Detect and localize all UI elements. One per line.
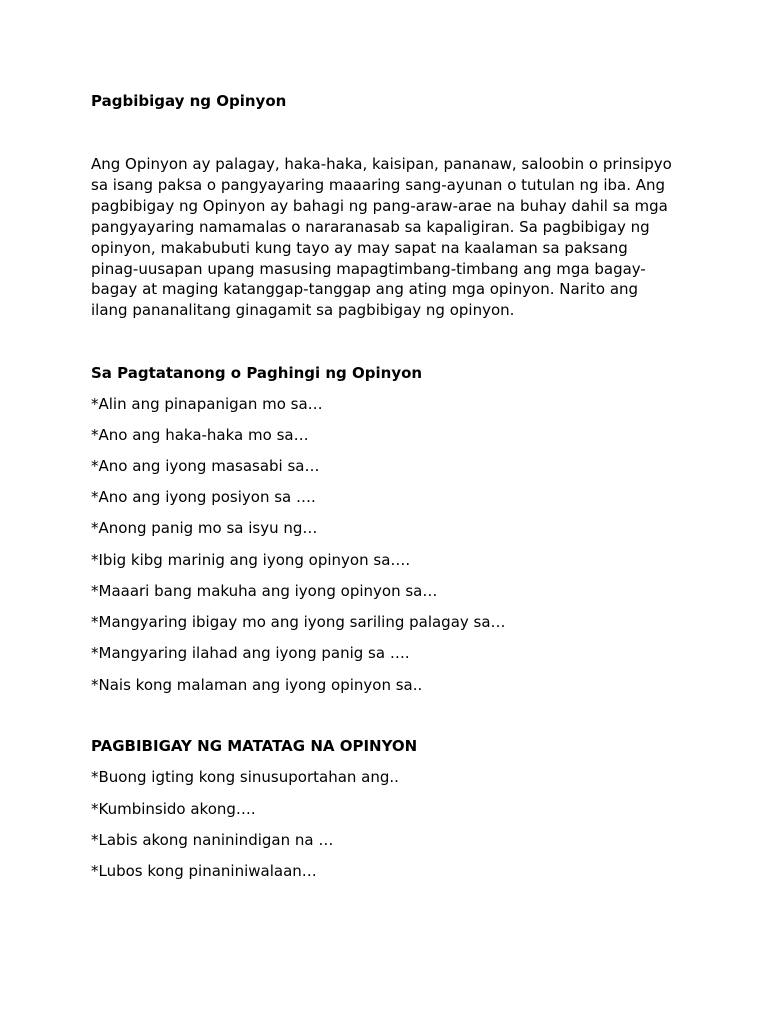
list-item: *Mangyaring ibigay mo ang iyong sariling palagay sa…: [91, 613, 506, 631]
intro-paragraph: Ang Opinyon ay palagay, haka-haka, kaisipan, pananaw, saloobin o prinsipyo sa isang paksa o pangyayaring maaaring sang-ayunan o tutulan ng iba. Ang pagbibigay ng Opinyon ay bahagi ng pang-araw-arae na buhay dahil sa mga pangyayaring namamalas o nararanasab sa kapaligiran. Sa pagbibigay ng opinyon, makabubuti kung tayo ay may sapat na kaalaman sa paksang pinag-uusapan upang masusing mapagtimbang-timbang ang mga bagay- bagay at maging katanggap-tanggap ang ating mga opinyon. Narito ang ilang pananalitang ginagamit sa pagbibigay ng opinyon.: [91, 155, 672, 320]
list-item: *Buong igting kong sinusuportahan ang..: [91, 768, 399, 786]
list-item: *Maaari bang makuha ang iyong opinyon sa…: [91, 582, 438, 600]
list-item: *Nais kong malaman ang iyong opinyon sa..: [91, 676, 423, 694]
list-item: *Mangyaring ilahad ang iyong panig sa ….: [91, 644, 410, 662]
list-item: *Ano ang iyong masasabi sa…: [91, 457, 320, 475]
list-item: *Kumbinsido akong….: [91, 800, 256, 818]
list-item: *Ano ang haka-haka mo sa…: [91, 426, 309, 444]
document-title: Pagbibigay ng Opinyon: [91, 92, 287, 110]
list-item: *Labis akong naninindigan na …: [91, 831, 334, 849]
list-item: *Ibig kibg marinig ang iyong opinyon sa….: [91, 551, 411, 569]
list-item: *Lubos kong pinaniniwalaan…: [91, 862, 317, 880]
section-heading-pagtatanong: Sa Pagtatanong o Paghingi ng Opinyon: [91, 364, 423, 382]
list-item: *Anong panig mo sa isyu ng…: [91, 519, 318, 537]
section-heading-matatag-na-opinyon: PAGBIBIGAY NG MATATAG NA OPINYON: [91, 737, 418, 755]
list-item: *Ano ang iyong posiyon sa ….: [91, 488, 316, 506]
list-item: *Alin ang pinapanigan mo sa…: [91, 395, 323, 413]
